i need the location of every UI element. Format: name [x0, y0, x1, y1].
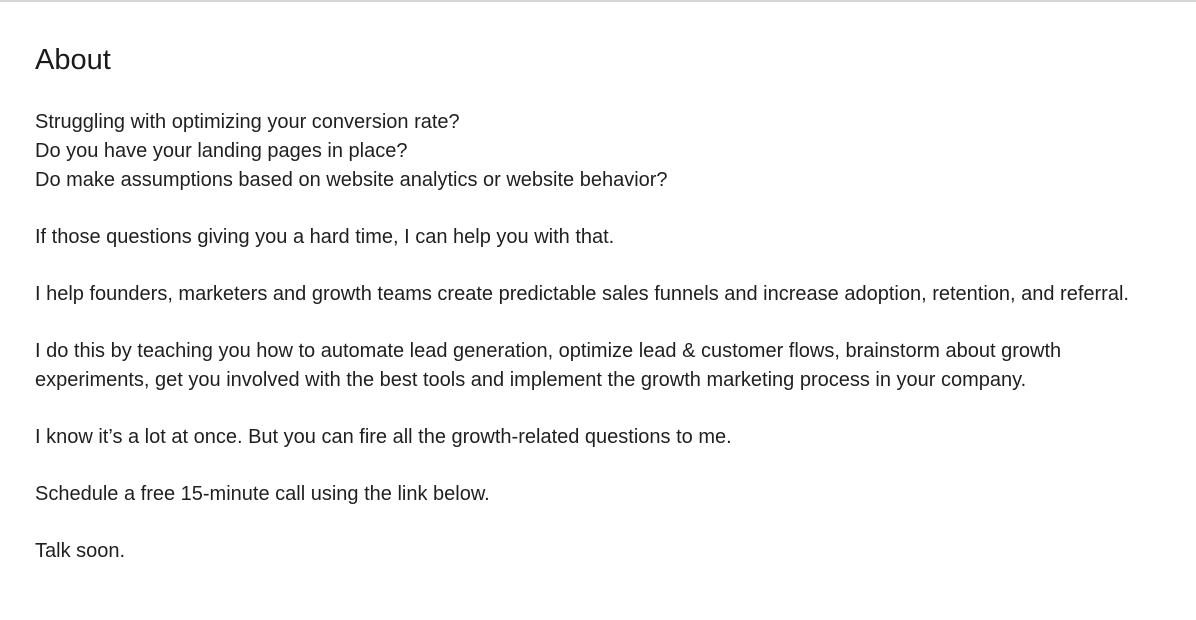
about-paragraph-6 — [35, 480, 1145, 509]
about-section — [0, 2, 1196, 566]
about-line: I know it’s a lot at once. But you can fire all the growth-related questions to me. — [35, 426, 732, 448]
about-paragraph-7 — [35, 537, 1145, 566]
about-line: Do make assumptions based on website analytics or website behavior? — [35, 169, 668, 191]
about-paragraph-5 — [35, 423, 1145, 452]
about-paragraph-3 — [35, 280, 1145, 309]
about-paragraph-1 — [35, 108, 1145, 195]
about-paragraph-2 — [35, 223, 1145, 252]
about-line: I help founders, marketers and growth teams create predictable sales funnels and increase adoption, retention, and referral. — [35, 283, 1129, 305]
about-heading: About — [35, 44, 111, 76]
about-line: Do you have your landing pages in place? — [35, 140, 408, 162]
about-line: Talk soon. — [35, 540, 126, 562]
about-line: I do this by teaching you how to automate lead generation, optimize lead & customer flows, brainstorm about growth experiments, get you involved with the best tools and implement the growth marketing process in your company. — [35, 340, 1062, 391]
about-line: Struggling with optimizing your conversion rate? — [35, 111, 460, 133]
about-line: Schedule a free 15-minute call using the link below. — [35, 483, 490, 505]
about-description — [35, 108, 1145, 566]
about-paragraph-4 — [35, 337, 1145, 395]
about-line: If those questions giving you a hard time, I can help you with that. — [35, 226, 615, 248]
